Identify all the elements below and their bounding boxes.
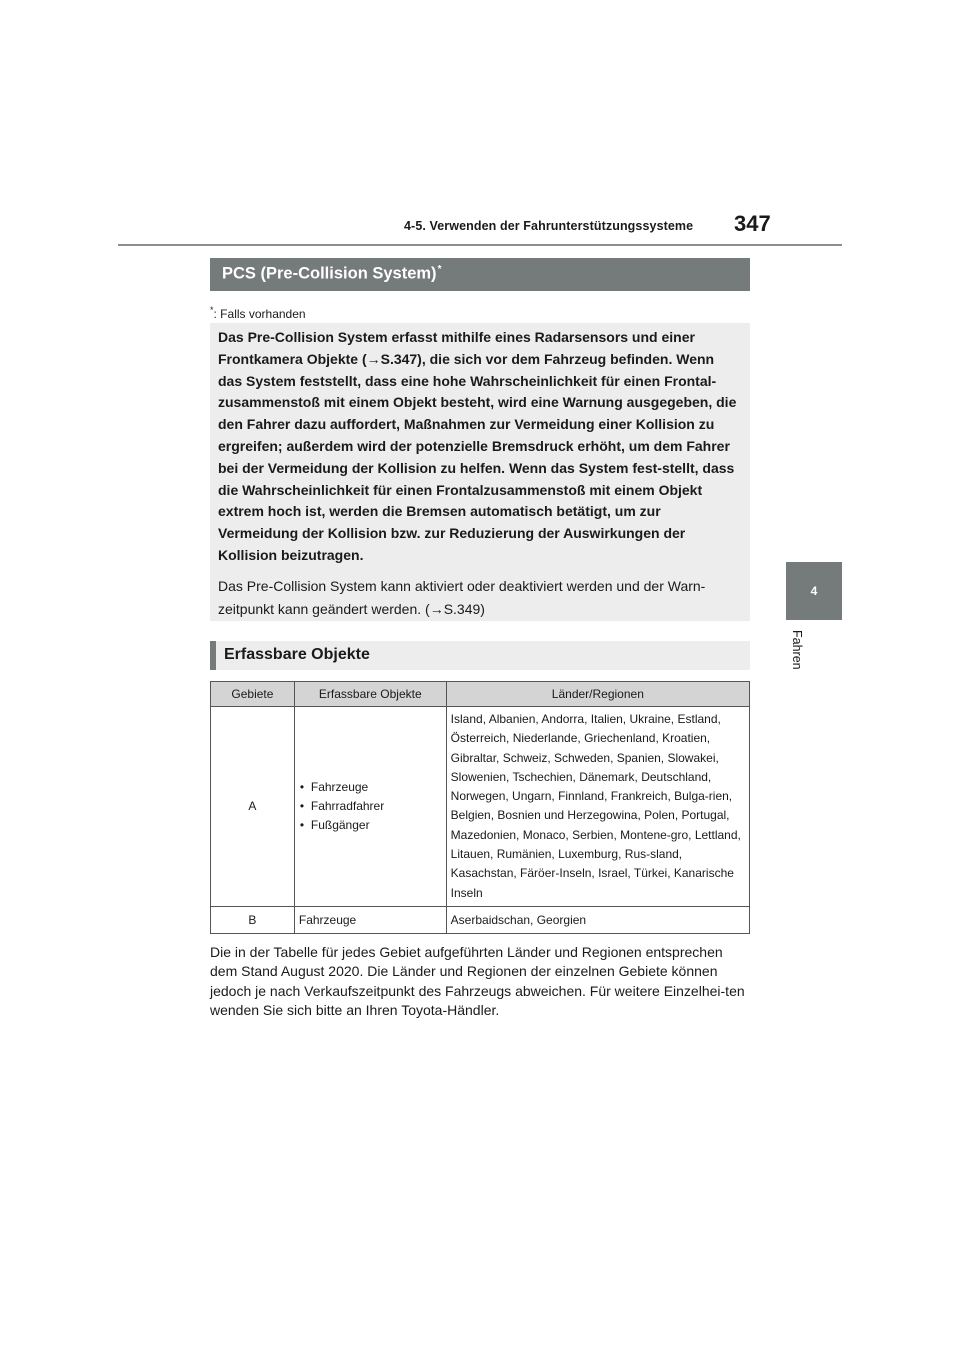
detectable-objects-table	[210, 681, 750, 934]
table-row	[211, 906, 750, 933]
objects-list	[299, 778, 442, 835]
page-title	[210, 258, 750, 291]
table-row	[211, 707, 750, 907]
page-number: 347	[734, 211, 771, 236]
footnote	[210, 305, 306, 321]
body-paragraph: Die in der Tabelle für jedes Gebiet aufgeführten Länder und Regionen entsprechen dem Stand August 2020. Die Länder und Regionen der einzelnen Gebiete können jedoch je nach Verkaufszeitpunkt des Fahrzeugs abweichen. Für weitere Einzelhei-ten wenden Sie sich bitte an Ihren Toyota-Händler.	[210, 944, 745, 1018]
table-header-row	[211, 682, 750, 707]
list-item: • Fahrzeuge	[299, 778, 442, 797]
intro-bold-paragraph: Das Pre-Collision System erfasst mithilfe eines Radarsensors und einer Frontkamera Objekte (→S.347), die sich vor dem Fahrzeug befinden. Wenn das System feststellt, dass eine hohe Wahrscheinlichkeit für einen Frontal-zusammenstoß mit einem Objekt besteht, wird eine Warnung ausgegeben, die den Fahrer dazu auffordert, Maßnahmen zur Vermeidung einer Kollision zu ergreifen; außerdem wird der potenzielle Bremsdruck erhöht, um dem Fahrer bei der Vermeidung der Kollision zu helfen. Wenn das System fest-stellt, dass die Wahrscheinlichkeit für einen Frontalzusammenstoß mit einem Objekt extrem hoch ist, werden die Bremsen automatisch betätigt, um zur Vermeidung der Kollision bzw. zur Reduzierung der Auswirkungen der Kollision beizutragen.	[218, 329, 737, 563]
list-item: • Fußgänger	[299, 816, 442, 835]
countries-cell: Island, Albanien, Andorra, Italien, Ukraine, Estland, Österreich, Niederlande, Griechenland, Kroatien, Gibraltar, Schweiz, Schweden, Spanien, Slowakei, Slowenien, Tschechien, Dänemark, Deutschland, Norwegen, Ungarn, Finnland, Frankreich, Bulga-rien, Belgien, Bosnien und Herzegowina, Polen, Portugal, Mazedonien, Monaco, Serbien, Montene-gro, Lettland, Litauen, Rumänien, Luxemburg, Rus-sland, Kasachstan, Färöer-Inseln, Israel, Türkei, Kanarische Inseln	[446, 707, 749, 907]
chapter-number: 4	[810, 584, 818, 598]
header-divider	[118, 244, 842, 246]
table-header-cell: Länder/Regionen	[446, 682, 749, 707]
list-item: • Fahrradfahrer	[299, 797, 442, 816]
objects-cell: Fahrzeuge	[294, 906, 446, 933]
table-header-cell: Erfassbare Objekte	[294, 682, 446, 707]
table-header-cell: Gebiete	[211, 682, 295, 707]
page-title-text: PCS (Pre-Collision System)	[222, 264, 437, 283]
section-subheading: Erfassbare Objekte	[210, 641, 750, 670]
objects-cell	[294, 707, 446, 907]
section-heading: 4-5. Verwenden der Fahrunterstützungssysteme	[404, 219, 694, 233]
region-cell: A	[211, 707, 295, 907]
intro-normal-paragraph: Das Pre-Collision System kann aktiviert oder deaktiviert werden und der Warn-zeitpunkt kann geändert werden. (→S.349)	[218, 577, 706, 617]
region-cell: B	[211, 906, 295, 933]
page-title-marker: *	[437, 264, 442, 275]
footnote-text: : Falls vorhanden	[213, 307, 306, 321]
intro-box	[210, 323, 750, 621]
chapter-label: Fahren	[790, 630, 804, 670]
footnote-marker: *	[210, 305, 214, 315]
chapter-tab	[786, 562, 842, 620]
countries-cell: Aserbaidschan, Georgien	[446, 906, 749, 933]
